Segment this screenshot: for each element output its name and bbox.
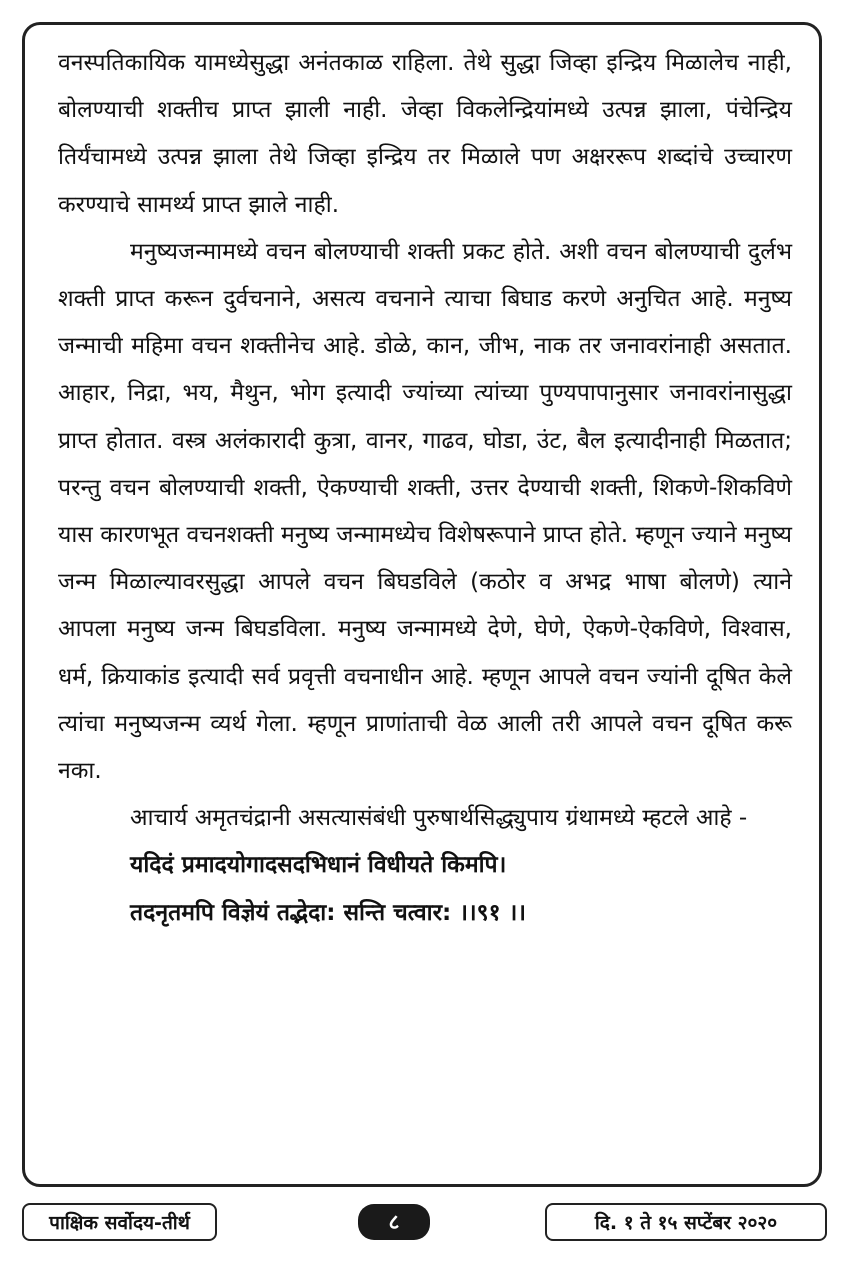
publication-name-box xyxy=(22,1203,217,1241)
page-number-badge xyxy=(358,1204,430,1240)
publication-name: पाक्षिक सर्वोदय-तीर्थ xyxy=(49,1212,190,1234)
verse-line-2: तदनृतमपि विज्ञेयं तद्भेदा: सन्ति चत्वार: ।।९१ ।। xyxy=(130,899,527,926)
verse-line-1: यदिदं प्रमादयोगादसदभिधानं विधीयते किमपि। xyxy=(130,852,507,879)
page-number: ८ xyxy=(388,1210,400,1234)
issue-date-box xyxy=(545,1203,827,1241)
article-body xyxy=(58,40,792,937)
paragraph-2: मनुष्यजन्मामध्ये वचन बोलण्याची शक्ती प्रकट होते. अशी वचन बोलण्याची दुर्लभ शक्ती प्राप्त करून दुर्वचनाने, असत्य वचनाने त्याचा बिघाड करणे अनुचित आहे. मनुष्य जन्माची महिमा वचन शक्तीनेच आहे. डोळे, कान, जीभ, नाक तर जनावरांनाही असतात. आहार, निद्रा, भय, मैथुन, भोग इत्यादी ज्यांच्या त्यांच्या पुण्यपापानुसार जनावरांनासुद्धा प्राप्त होतात. वस्त्र अलंकारादी कुत्रा, वानर, गाढव, घोडा, उंट, बैल इत्यादीनाही मिळतात; परन्तु वचन बोलण्याची शक्ती, ऐकण्याची शक्ती, उत्तर देण्याची शक्ती, शिकणे-शिकविणे यास कारणभूत वचनशक्ती मनुष्य जन्मामध्येच विशेषरूपाने प्राप्त होते. म्हणून ज्याने मनुष्य जन्म मिळाल्यावरसुद्धा आपले वचन बिघडविले (कठोर व अभद्र भाषा बोलणे) त्याने आपला मनुष्य जन्म बिघडविला. मनुष्य जन्मामध्ये देणे, घेणे, ऐकणे-ऐकविणे, विश्वास, धर्म, क्रियाकांड इत्यादी सर्व प्रवृत्ती वचनाधीन आहे. म्हणून आपले वचन ज्यांनी दूषित केले त्यांचा मनुष्यजन्म व्यर्थ गेला. म्हणून प्राणांताची वेळ आली तरी आपले वचन दूषित करू नका. xyxy=(58,238,792,785)
paragraph-3: आचार्य अमृतचंद्रानी असत्यासंबंधी पुरुषार्थसिद्ध्युपाय ग्रंथामध्ये म्हटले आहे - xyxy=(130,805,748,832)
issue-date: दि. १ ते १५ सप्टेंबर २०२० xyxy=(594,1212,778,1234)
paragraph-1: वनस्पतिकायिक यामध्येसुद्धा अनंतकाळ राहिला. तेथे सुद्धा जिव्हा इन्द्रिय मिळालेच नाही, बोलण्याची शक्तीच प्राप्त झाली नाही. जेव्हा विकलेन्द्रियांमध्ये उत्पन्न झाला, पंचेन्द्रिय तिर्यंचामध्ये उत्पन्न झाला तेथे जिव्हा इन्द्रिय तर मिळाले पण अक्षररूप शब्दांचे उच्चारण करण्याचे सामर्थ्य प्राप्त झाले नाही. xyxy=(58,50,792,218)
